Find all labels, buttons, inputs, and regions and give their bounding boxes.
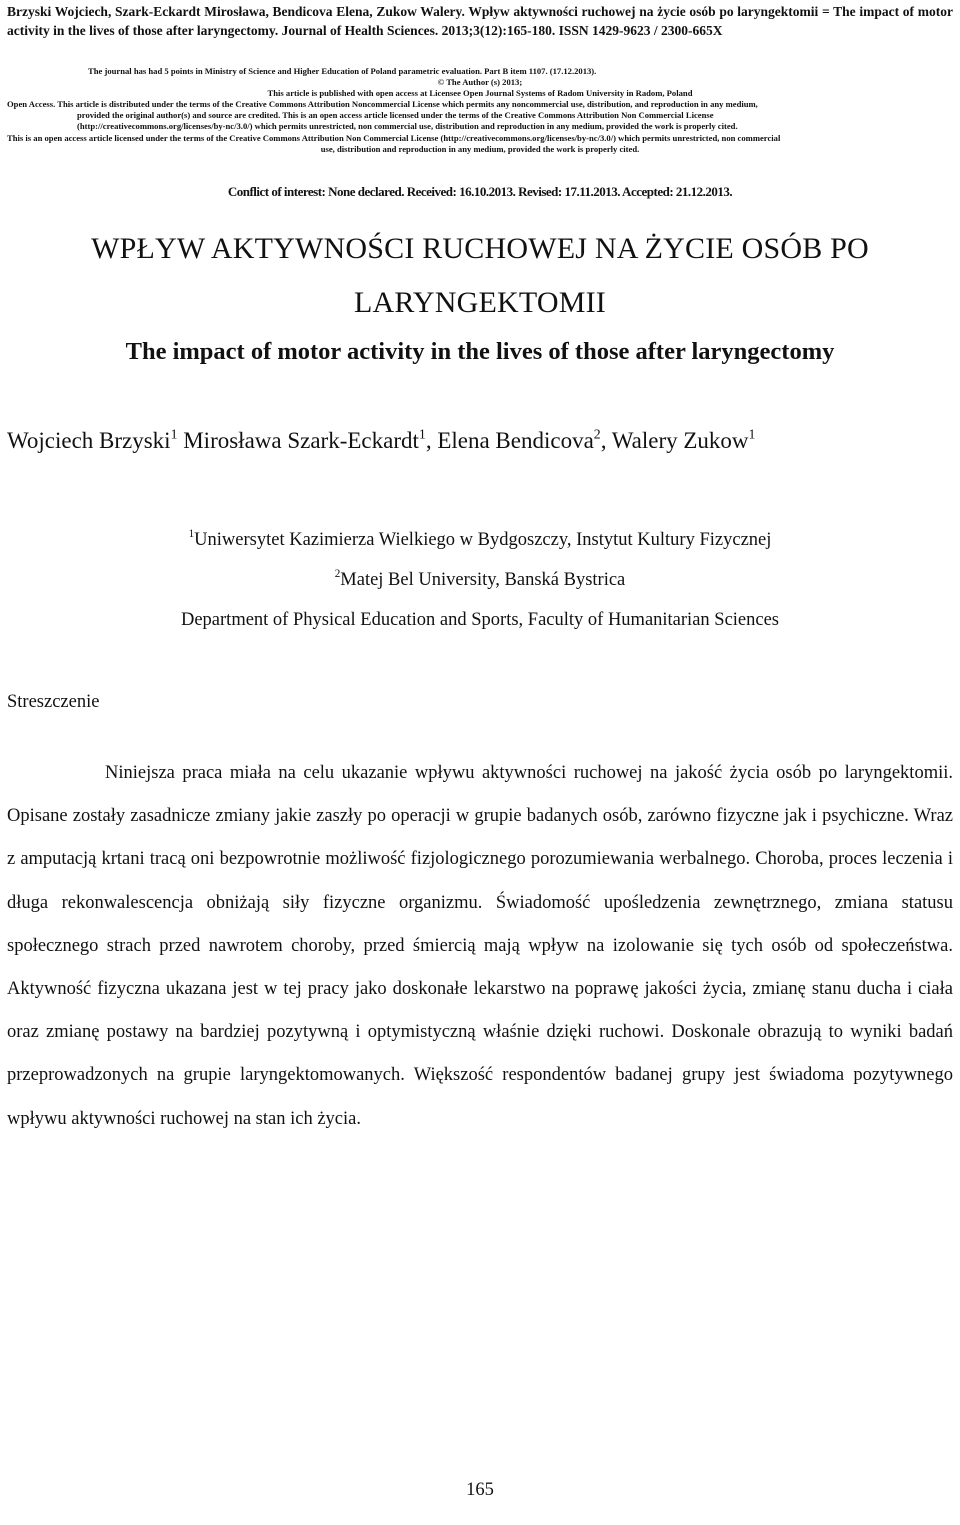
- affiliation-mark: 2: [334, 568, 341, 581]
- license-line: The journal has had 5 points in Ministry of Science and Higher Education of Poland parametric evaluation. Part B item 1107. (17.12.2013).: [88, 66, 597, 76]
- license-line: (http://creativecommons.org/licenses/by-nc/3.0/) which permits unrestricted, non commercial use, distribution and reproduction in any medium, provided the work is properly cited.: [77, 121, 738, 132]
- author-list: [7, 428, 953, 454]
- affiliation-text: Department of Physical Education and Sports, Faculty of Humanitarian Sciences: [180, 610, 780, 630]
- affiliation-text: Matej Bel University, Banská Bystrica: [340, 570, 626, 590]
- affiliation-mark: 1: [188, 528, 195, 541]
- section-heading-abstract: Streszczenie: [7, 692, 100, 712]
- abstract-paragraph: [7, 752, 953, 1141]
- author-affiliation-mark: 1: [418, 426, 426, 442]
- affiliation-text: Uniwersytet Kazimierza Wielkiego w Bydgoszczy, Instytut Kultury Fizycznej: [194, 530, 772, 550]
- license-line: This article is published with open access at Licensee Open Journal Systems of Radom University in Radom, Poland: [267, 88, 693, 99]
- title-english: The impact of motor activity in the lives of those after laryngectomy: [125, 338, 835, 365]
- author-separator: ,: [600, 428, 612, 453]
- license-line: © The Author (s) 2013;: [437, 77, 523, 88]
- affiliation-2: [0, 570, 960, 591]
- license-line: Open Access. This article is distributed under the terms of the Creative Commons Attribution Noncommercial License which permits any noncommercial use, distribution, and reproduction in any medium,: [7, 99, 758, 110]
- author-affiliation-mark: 2: [593, 426, 601, 442]
- author-affiliation-mark: 1: [748, 426, 756, 442]
- license-line: use, distribution and reproduction in any medium, provided the work is properly cited.: [320, 143, 640, 154]
- author-affiliation-mark: 1: [170, 426, 178, 442]
- citation-header: Brzyski Wojciech, Szark-Eckardt Mirosława, Bendicova Elena, Zukow Walery. Wpływ aktywności ruchowej na życie osób po laryngektomii = The impact of motor activity in the lives of those after laryngectomy. Journal of Health Sciences. 2013;3(12):165-180. ISSN 1429-9623 / 2300-665X: [7, 4, 953, 38]
- conflict-dates-line: Conflict of interest: None declared. Received: 16.10.2013. Revised: 17.11.2013. Accepted: 21.12.2013.: [227, 184, 733, 199]
- author-name: Wojciech Brzyski: [7, 428, 171, 453]
- affiliation-1: [0, 530, 960, 551]
- license-line: provided the original author(s) and source are credited. This is an open access article licensed under the terms of the Creative Commons Attribution Non Commercial License: [77, 110, 714, 121]
- license-notice: [0, 66, 960, 155]
- page-number: 165: [466, 1480, 494, 1500]
- title-polish: WPŁYW AKTYWNOŚCI RUCHOWEJ NA ŻYCIE OSÓB PO LARYNGEKTOMII: [91, 232, 869, 319]
- author-name: Elena Bendicova: [437, 428, 594, 453]
- author-name: Walery Zukow: [611, 428, 749, 453]
- abstract-text: Niniejsza praca miała na celu ukazanie wpływu aktywności ruchowej na jakość życia osób po laryngektomii. Opisane zostały zasadnicze zmiany jakie zaszły po operacji w grupie badanych osób, zarówno fizyczne jak i psychiczne. Wraz z amputacją krtani tracą oni bezpowrotnie możliwość fizjologicznego porozumiewania werbalnego. Choroba, proces leczenia i długa rekonwalescencja obniżają siły fizyczne organizmu. Świadomość upośledzenia zewnętrznego, zmiana statusu społecznego strach przed nawrotem choroby, przed śmiercią mają wpływ na izolowanie się tych osób od społeczeństwa. Aktywność fizyczna ukazana jest w tej pracy jako doskonałe lekarstwo na poprawę jakości życia, zmianę stanu ducha i ciała oraz zmianę postawy na bardziej pozytywną i optymistyczną właśnie dzięki ruchowi. Doskonale obrazują to wyniki badań przeprowadzonych na grupie laryngektomowanych. Większość respondentów badanej grupy jest świadoma pozytywnego wpływu aktywności ruchowej na stan ich życia.: [7, 763, 953, 1129]
- license-line: This is an open access article licensed under the terms of the Creative Commons Attribution Non Commercial License (http://creativecommons.org/licenses/by-nc/3.0/) which permits unrestricted, non commercial: [7, 132, 781, 143]
- affiliation-3: [0, 610, 960, 631]
- author-separator: ,: [425, 428, 438, 453]
- author-name: Mirosława Szark-Eckardt: [183, 428, 419, 453]
